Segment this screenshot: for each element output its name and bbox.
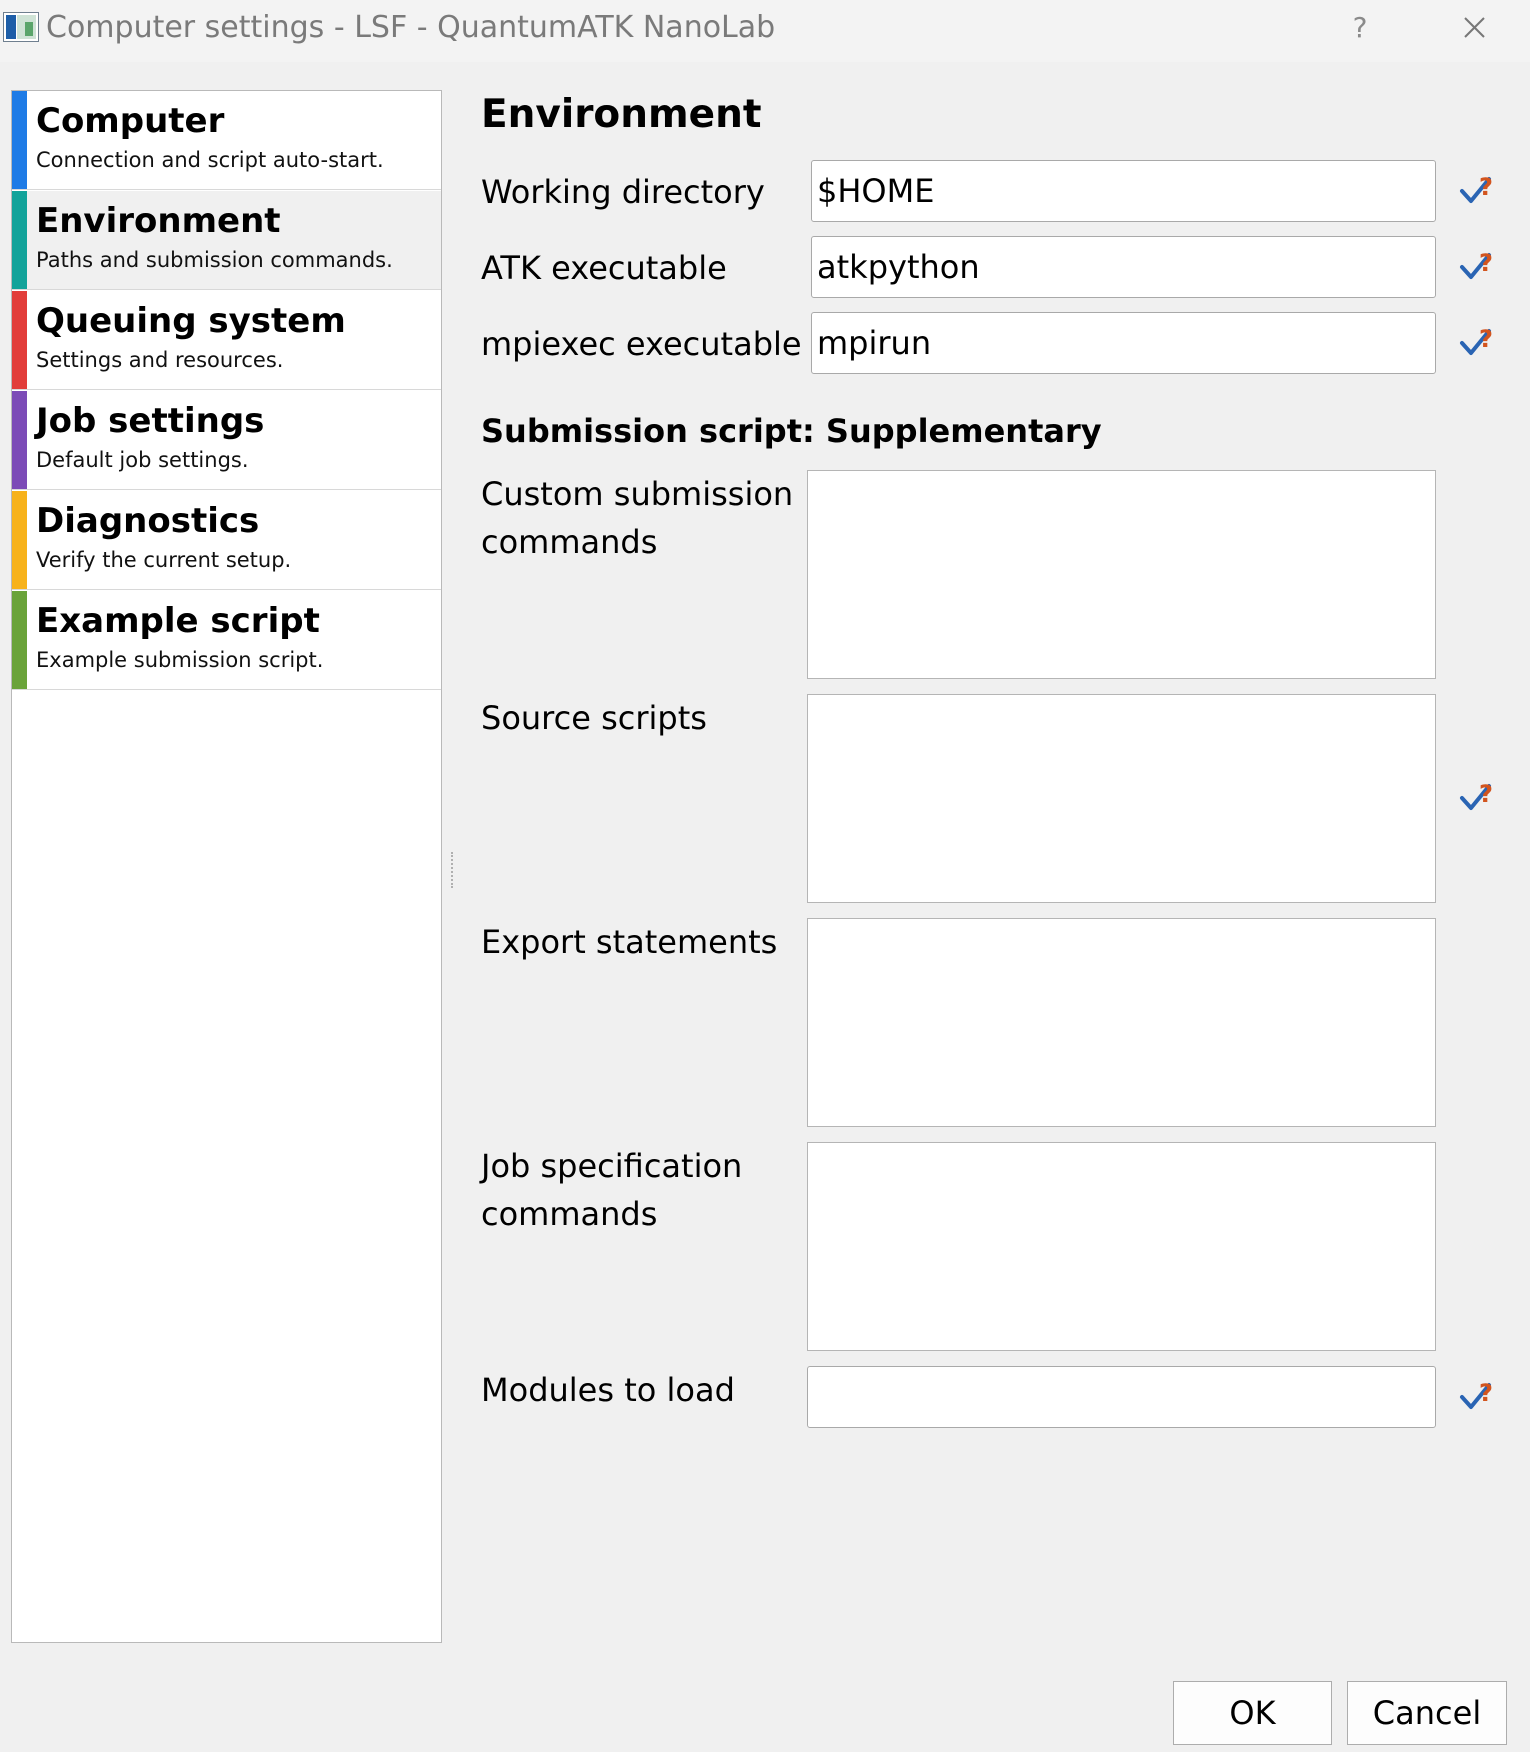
mpiexec-executable-input[interactable]	[811, 312, 1436, 374]
validate-check-question-icon[interactable]	[1459, 325, 1499, 361]
svg-text:?: ?	[1479, 780, 1493, 808]
sidebar-item-example-script[interactable]	[12, 591, 441, 690]
ok-button[interactable]: OK	[1173, 1681, 1332, 1745]
custom-submission-label-line1: Custom submission	[481, 475, 794, 513]
validate-check-question-icon[interactable]	[1459, 173, 1499, 209]
sidebar-item-environment[interactable]	[12, 191, 441, 290]
sidebar-item-title: Diagnostics	[36, 501, 260, 541]
atk-executable-input[interactable]	[811, 236, 1436, 298]
window-title: Computer settings - LSF - QuantumATK NanoLab	[46, 10, 776, 45]
sidebar-item-title: Job settings	[36, 401, 265, 441]
svg-text:?: ?	[1479, 173, 1493, 201]
working-directory-input[interactable]	[811, 160, 1436, 222]
sidebar-item-queuing-system[interactable]	[12, 291, 441, 390]
category-color-bar	[12, 491, 27, 589]
sidebar-item-job-settings[interactable]	[12, 391, 441, 490]
category-color-bar	[12, 591, 27, 689]
sidebar-item-subtitle: Example submission script.	[36, 648, 324, 672]
submission-script-title: Submission script: Supplementary	[481, 412, 1102, 450]
category-color-bar	[12, 391, 27, 489]
job-specification-commands-textarea[interactable]	[807, 1142, 1436, 1351]
help-button[interactable]: ?	[1352, 11, 1368, 44]
sidebar-item-title: Environment	[36, 201, 281, 241]
validate-check-question-icon[interactable]	[1459, 1379, 1499, 1415]
sidebar-item-subtitle: Default job settings.	[36, 448, 249, 472]
category-color-bar	[12, 91, 27, 189]
working-directory-label: Working directory	[481, 173, 765, 211]
sidebar-item-diagnostics[interactable]	[12, 491, 441, 590]
category-color-bar	[12, 291, 27, 389]
job-specification-label-line2: commands	[481, 1195, 658, 1233]
sidebar-item-title: Queuing system	[36, 301, 346, 341]
export-statements-label: Export statements	[481, 923, 778, 961]
export-statements-textarea[interactable]	[807, 918, 1436, 1127]
sidebar-item-title: Example script	[36, 601, 320, 641]
validate-check-question-icon[interactable]	[1459, 249, 1499, 285]
sidebar-item-subtitle: Settings and resources.	[36, 348, 284, 372]
quantumatk-app-icon	[3, 12, 39, 42]
sidebar-item-computer[interactable]	[12, 91, 441, 190]
source-scripts-label: Source scripts	[481, 699, 707, 737]
sidebar-item-title: Computer	[36, 101, 225, 141]
modules-to-load-input[interactable]	[807, 1366, 1436, 1428]
category-color-bar	[12, 191, 27, 289]
cancel-button[interactable]: Cancel	[1347, 1681, 1507, 1745]
job-specification-label-line1: Job specification	[481, 1147, 743, 1185]
svg-text:?: ?	[1479, 325, 1493, 353]
mpiexec-executable-label: mpiexec executable	[481, 325, 802, 363]
svg-text:?: ?	[1479, 249, 1493, 277]
sidebar-item-subtitle: Paths and submission commands.	[36, 248, 393, 272]
close-icon[interactable]	[1454, 8, 1494, 48]
title-bar	[0, 0, 1530, 62]
modules-to-load-label: Modules to load	[481, 1371, 735, 1409]
settings-sidebar	[11, 90, 442, 1643]
validate-check-question-icon[interactable]	[1459, 780, 1499, 816]
custom-submission-commands-textarea[interactable]	[807, 470, 1436, 679]
sidebar-item-subtitle: Connection and script auto-start.	[36, 148, 384, 172]
sidebar-item-subtitle: Verify the current setup.	[36, 548, 292, 572]
splitter-handle[interactable]	[451, 852, 455, 888]
custom-submission-label-line2: commands	[481, 523, 658, 561]
svg-text:?: ?	[1479, 1379, 1493, 1407]
source-scripts-textarea[interactable]	[807, 694, 1436, 903]
section-title: Environment	[481, 92, 762, 137]
atk-executable-label: ATK executable	[481, 249, 727, 287]
